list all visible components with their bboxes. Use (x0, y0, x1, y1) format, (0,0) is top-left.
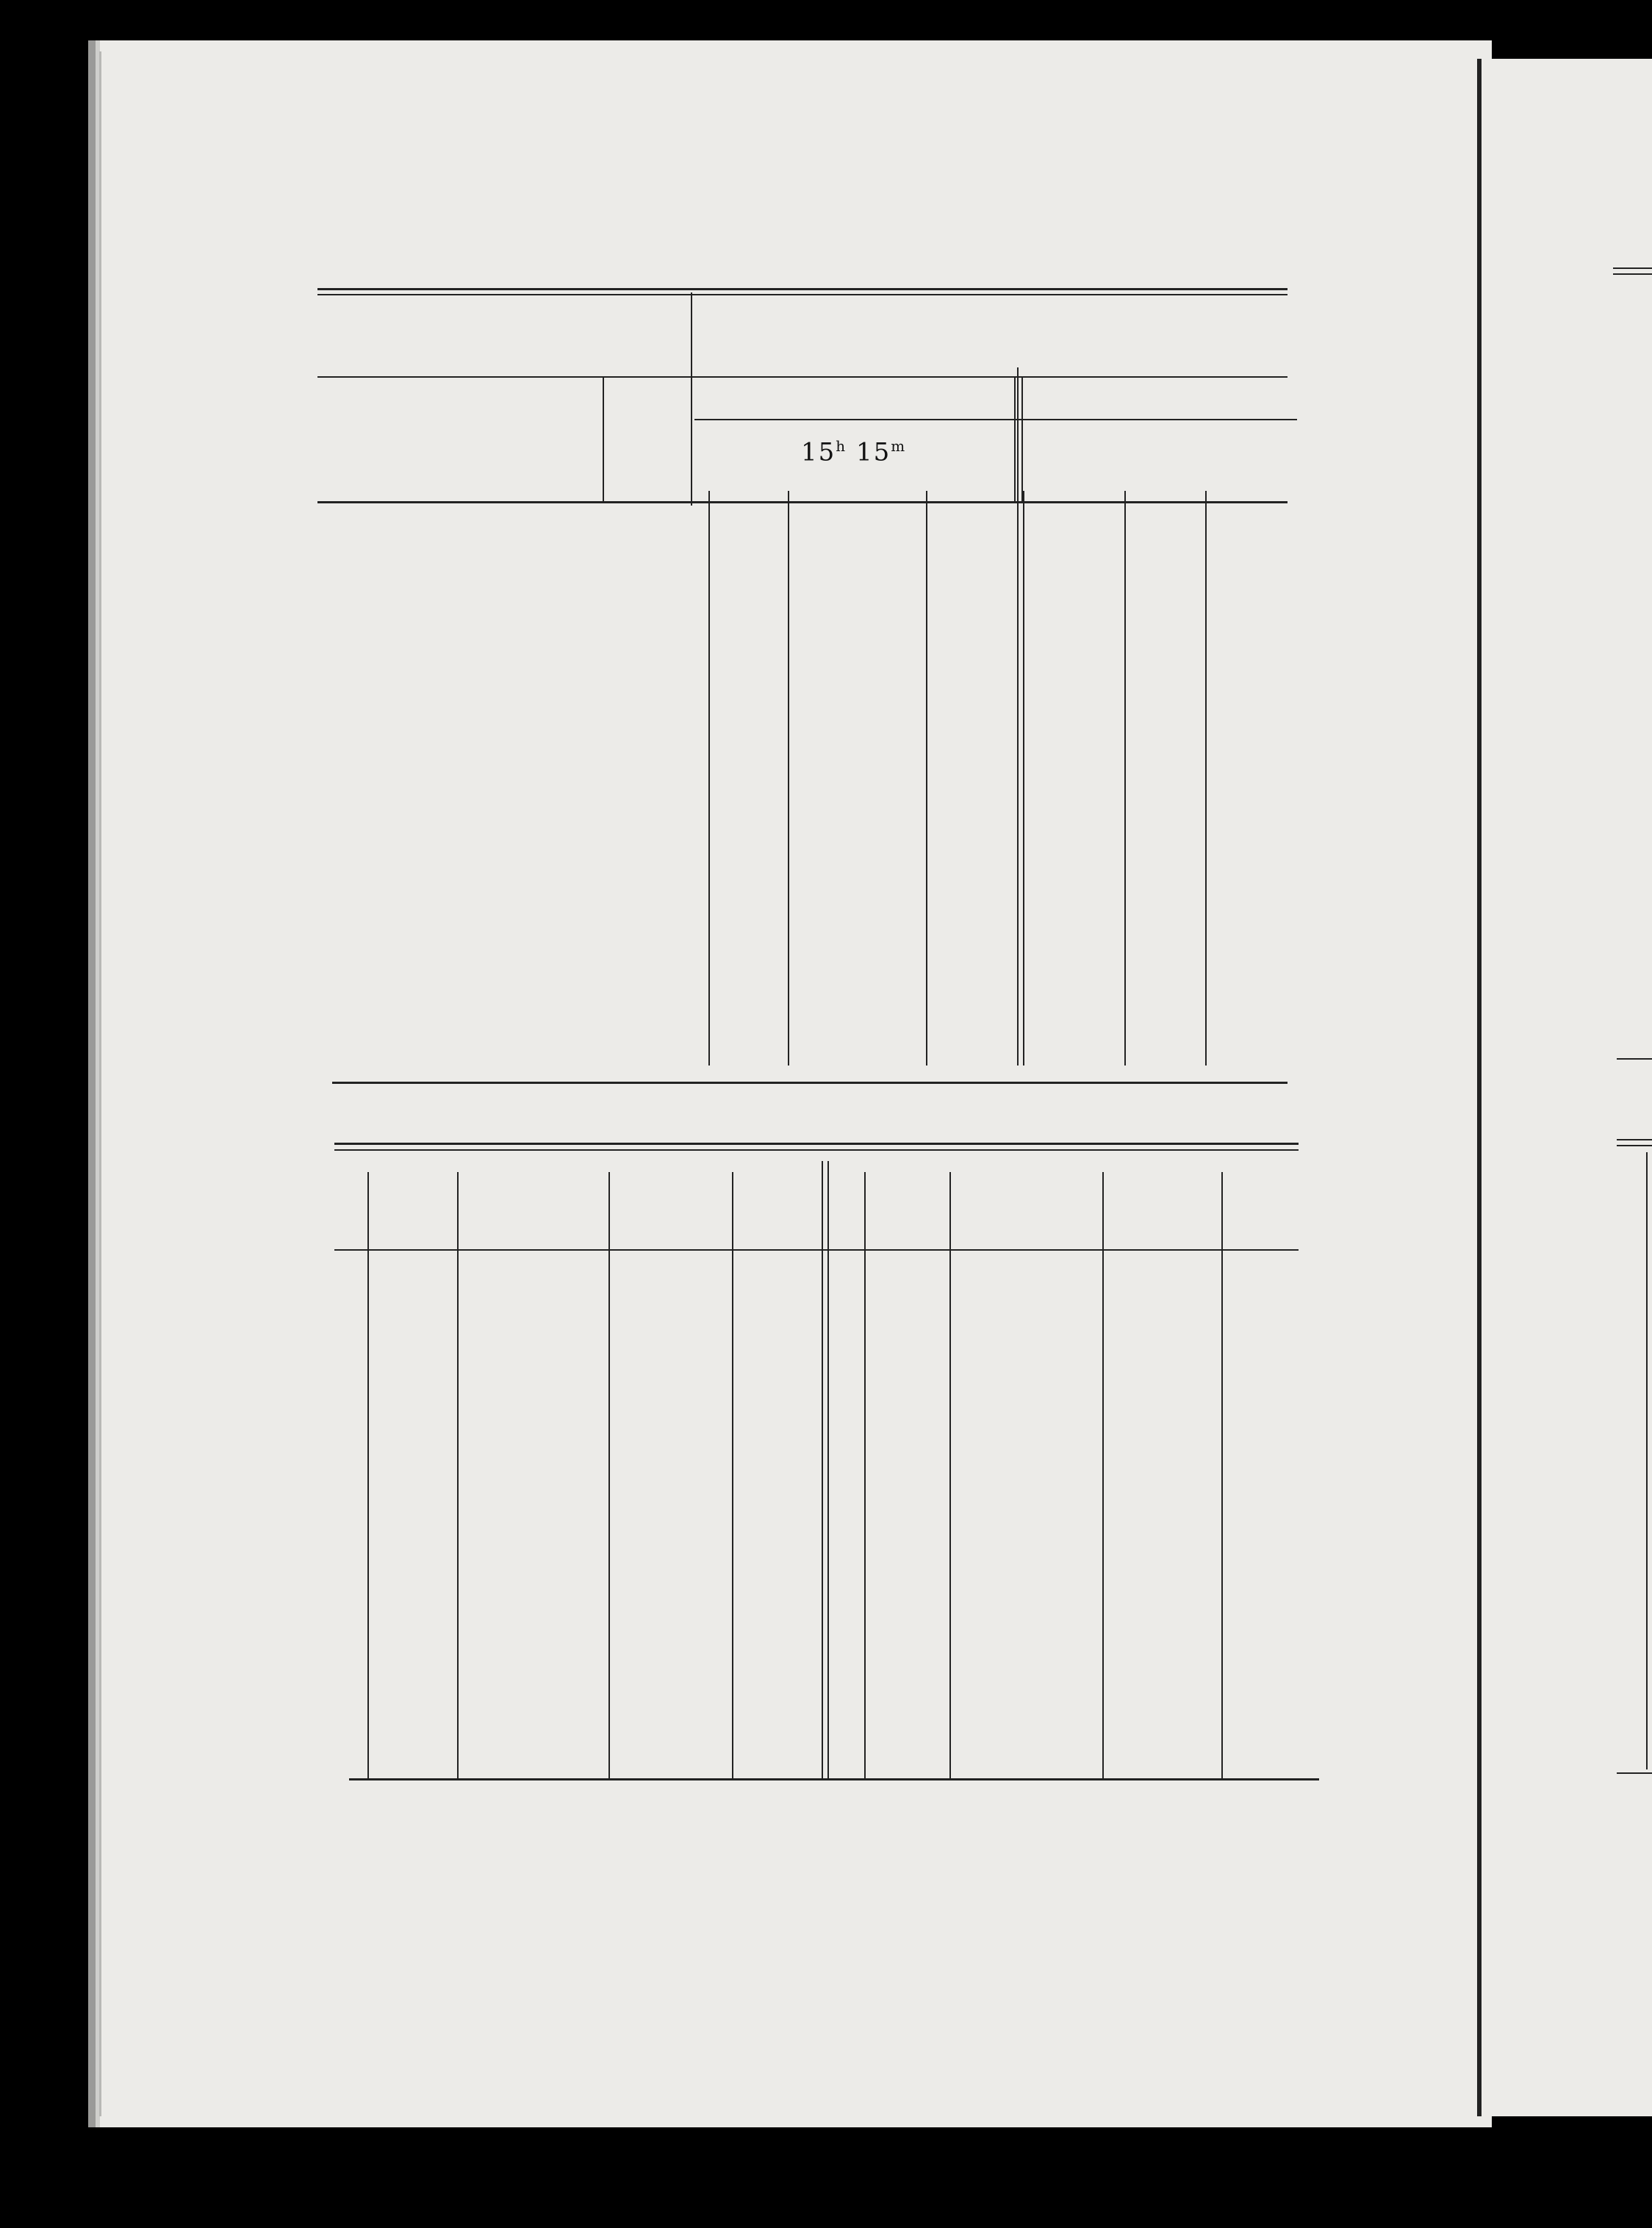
rule (334, 1249, 1299, 1251)
col-divider (827, 1161, 829, 1778)
st-value: 15$^h$ 15$^m$ (801, 437, 907, 467)
col-divider (1221, 1172, 1223, 1778)
rule (1617, 1058, 1652, 1060)
rule (332, 1082, 1288, 1084)
rule (334, 1149, 1299, 1151)
rule (317, 288, 1288, 290)
rule (334, 1143, 1299, 1145)
col-divider (732, 1172, 733, 1778)
col-divider (608, 1172, 610, 1778)
rule (1613, 267, 1652, 269)
rule (317, 294, 1288, 295)
page-edge (99, 51, 1494, 2116)
col-divider (1646, 1152, 1648, 1769)
col-divider (708, 491, 710, 1066)
col-divider (457, 1172, 459, 1778)
rule (317, 501, 1288, 503)
col-divider (691, 292, 692, 506)
col-divider (1124, 491, 1126, 1066)
col-divider (367, 1172, 369, 1778)
col-divider (1102, 1172, 1104, 1778)
col-divider (1021, 376, 1023, 501)
col-divider (864, 1172, 866, 1778)
col-divider (926, 491, 927, 1066)
rule (1617, 1772, 1652, 1774)
rule (694, 419, 1297, 420)
col-divider (1017, 367, 1019, 1066)
col-divider (1023, 491, 1024, 1066)
col-divider (1205, 491, 1207, 1066)
rule (317, 376, 1288, 378)
col-divider (603, 376, 604, 501)
col-divider (1014, 376, 1016, 501)
col-divider (822, 1161, 823, 1778)
col-divider (788, 491, 789, 1066)
rule (349, 1778, 1319, 1780)
col-divider (949, 1172, 951, 1778)
rule (1617, 1145, 1652, 1146)
rule (1613, 273, 1652, 275)
facing-page (1477, 59, 1652, 2116)
rule (1617, 1139, 1652, 1140)
